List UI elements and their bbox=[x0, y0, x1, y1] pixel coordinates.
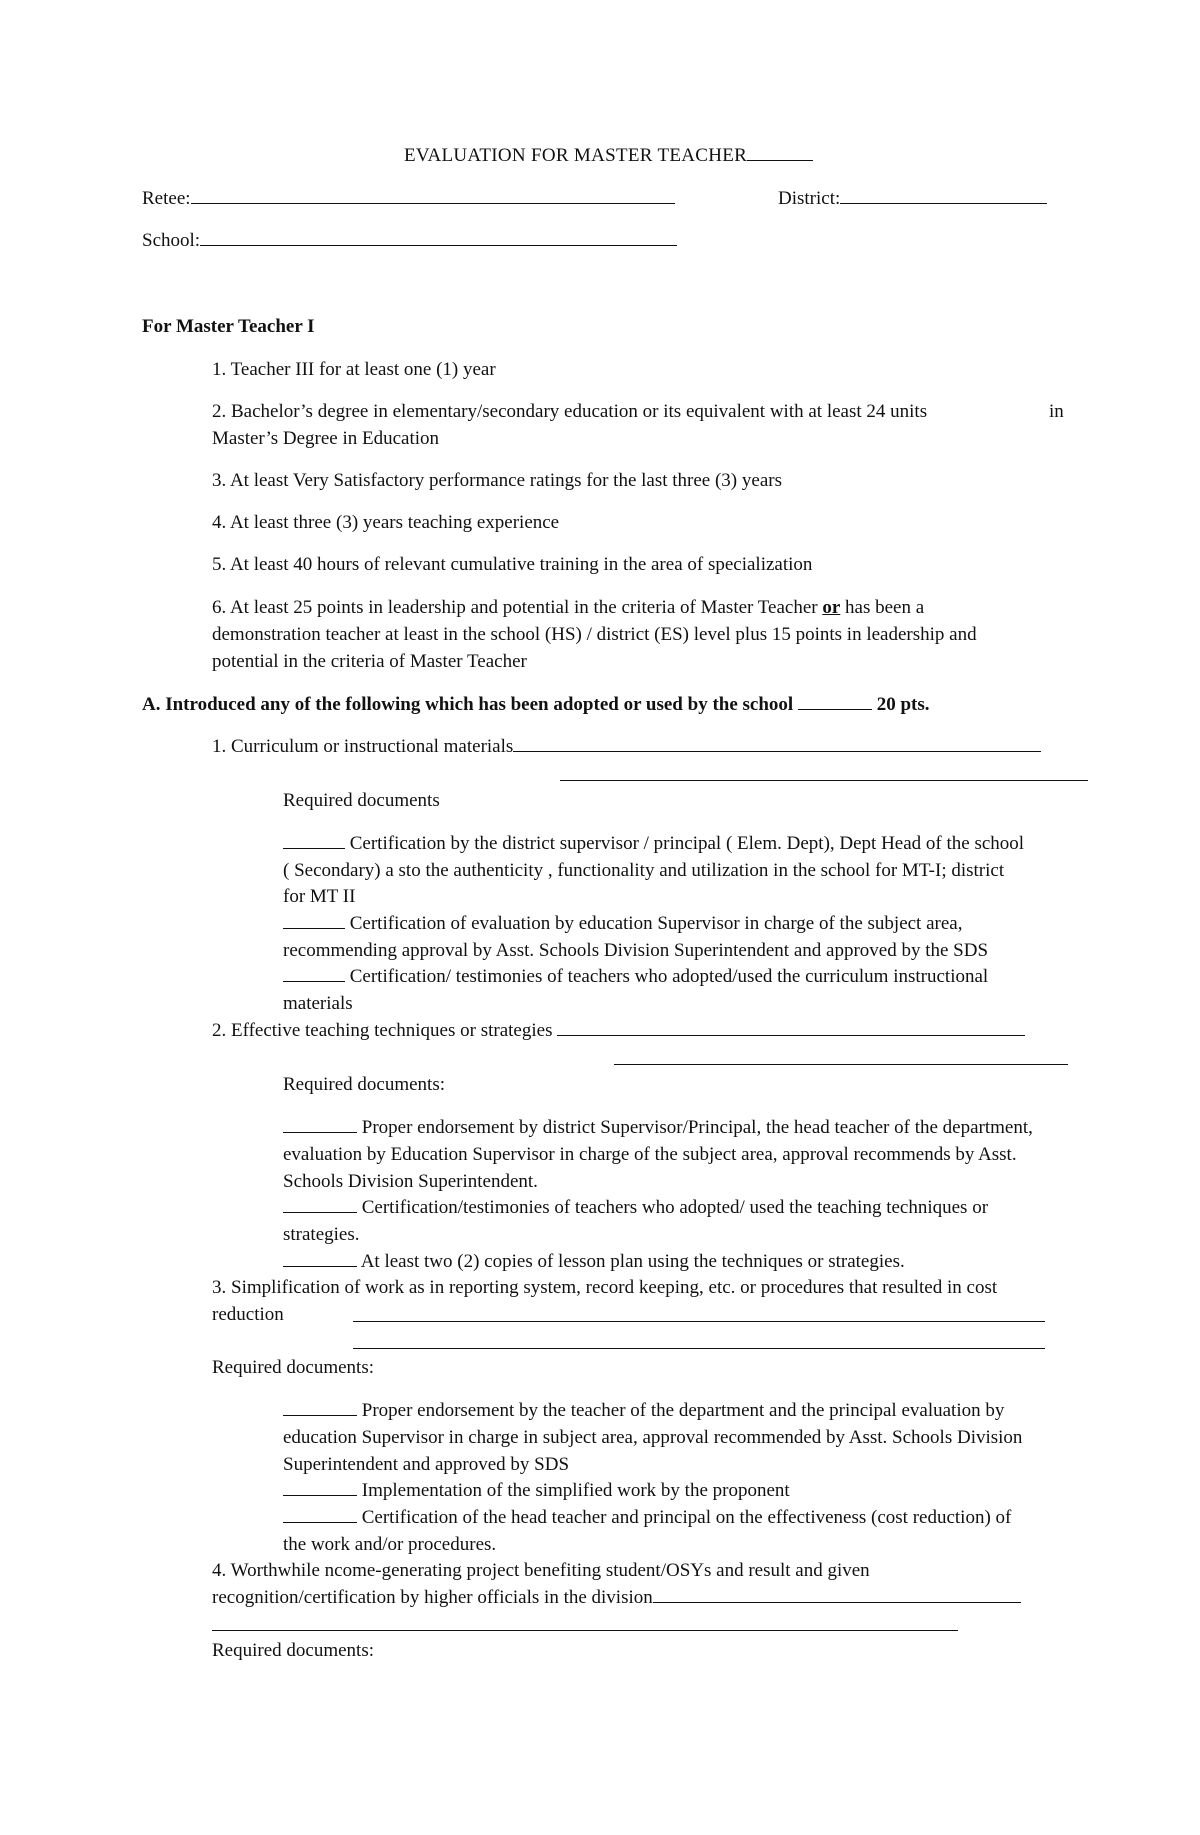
doc-check-blank[interactable] bbox=[283, 1494, 357, 1496]
document-text-line: education Supervisor in charge in subject area, approval recommended by Asst. Schools Division bbox=[283, 1427, 1023, 1448]
doc-check-blank[interactable] bbox=[283, 1131, 357, 1133]
document-text-line: Superintendent and approved by SDS bbox=[283, 1454, 570, 1475]
required-docs-label: Required documents: bbox=[283, 1074, 445, 1095]
document-text-line: Schools Division Superintendent. bbox=[283, 1171, 538, 1192]
document-text-line: ( Secondary) a sto the authenticity , functionality and utilization in the school for MT-I; district bbox=[283, 860, 1005, 881]
school-field bbox=[142, 231, 677, 250]
qualification-item-continued: in bbox=[1049, 401, 1064, 422]
school-blank[interactable] bbox=[200, 244, 677, 246]
qualification-item-6 bbox=[212, 598, 924, 617]
doc-check-blank[interactable] bbox=[283, 980, 345, 982]
title-blank[interactable] bbox=[747, 159, 813, 161]
retee-blank[interactable] bbox=[191, 202, 675, 204]
item6-or: or bbox=[822, 597, 841, 618]
qualification-item: 2. Bachelor’s degree in elementary/secondary education or its equivalent with at least 24 units bbox=[212, 401, 928, 422]
criteria-item-2 bbox=[212, 1021, 1025, 1040]
doc-check-blank[interactable] bbox=[283, 1211, 357, 1213]
doc-text: Certification of the head teacher and principal on the effectiveness (cost reduction) of bbox=[357, 1507, 1012, 1528]
criteria-item-3: 3. Simplification of work as in reporting system, record keeping, etc. or procedures that resulted in cost bbox=[212, 1277, 998, 1298]
item2-blank-2[interactable] bbox=[614, 1064, 1068, 1065]
doc-check-blank[interactable] bbox=[283, 927, 345, 929]
doc-text: At least two (2) copies of lesson plan using the techniques or strategies. bbox=[357, 1251, 905, 1272]
doc-text: Implementation of the simplified work by the proponent bbox=[357, 1480, 790, 1501]
doc-text: Proper endorsement by district Supervisor/Principal, the head teacher of the department, bbox=[357, 1117, 1033, 1138]
criteria-item-4: 4. Worthwhile ncome-generating project benefiting student/OSYs and result and given bbox=[212, 1560, 870, 1581]
doc-check-blank[interactable] bbox=[283, 847, 345, 849]
item4-blank-2[interactable] bbox=[212, 1630, 958, 1631]
criteria-item-4-line2 bbox=[212, 1588, 1021, 1607]
qualification-item-continued: Master’s Degree in Education bbox=[212, 428, 440, 449]
doc-text: Certification by the district supervisor / principal ( Elem. Dept), Dept Head of the school bbox=[345, 833, 1025, 854]
item2-blank[interactable] bbox=[557, 1034, 1025, 1036]
document-checkbox-line bbox=[283, 834, 1024, 853]
required-docs-label: Required documents: bbox=[212, 1640, 374, 1661]
section-a-text: A. Introduced any of the following which has been adopted or used by the school bbox=[142, 694, 798, 715]
qualification-item: 5. At least 40 hours of relevant cumulative training in the area of specialization bbox=[212, 554, 813, 575]
mt1-heading: For Master Teacher I bbox=[142, 316, 315, 337]
item4-text: recognition/certification by higher officials in the division bbox=[212, 1587, 653, 1608]
doc-check-blank[interactable] bbox=[283, 1521, 357, 1523]
document-checkbox-line bbox=[283, 1198, 988, 1217]
district-blank[interactable] bbox=[840, 202, 1047, 204]
doc-text: Proper endorsement by the teacher of the department and the principal evaluation by bbox=[357, 1400, 1005, 1421]
document-checkbox-line bbox=[283, 1252, 905, 1271]
item4-blank[interactable] bbox=[653, 1601, 1021, 1603]
item1-blank-2[interactable] bbox=[560, 780, 1088, 781]
section-a-heading bbox=[142, 695, 930, 714]
criteria-item-3-line2: reduction bbox=[212, 1304, 284, 1325]
doc-text: Certification/testimonies of teachers who adopted/ used the teaching techniques or bbox=[357, 1197, 989, 1218]
section-a-points-blank[interactable] bbox=[798, 708, 872, 710]
item1-label: 1. Curriculum or instructional materials bbox=[212, 736, 514, 757]
section-a-points: 20 pts. bbox=[871, 694, 930, 715]
doc-check-blank[interactable] bbox=[283, 1265, 357, 1267]
document-checkbox-line bbox=[283, 967, 988, 986]
doc-text: Certification of evaluation by education Supervisor in charge of the subject area, bbox=[345, 913, 963, 934]
document-text-line: evaluation by Education Supervisor in charge of the subject area, approval recommends by Asst. bbox=[283, 1144, 1017, 1165]
district-label: District: bbox=[778, 188, 841, 209]
title-text: EVALUATION FOR MASTER TEACHER bbox=[404, 145, 748, 166]
item1-blank[interactable] bbox=[513, 750, 1041, 752]
item6-text-b: has been a bbox=[840, 597, 925, 618]
required-docs-label: Required documents: bbox=[212, 1357, 374, 1378]
document-text-line: recommending approval by Asst. Schools Division Superintendent and approved by the SDS bbox=[283, 940, 989, 961]
qualification-item: 4. At least three (3) years teaching experience bbox=[212, 512, 560, 533]
qualification-item: 1. Teacher III for at least one (1) year bbox=[212, 359, 496, 380]
qualification-item-6-line: demonstration teacher at least in the school (HS) / district (ES) level plus 15 points in leadership and bbox=[212, 624, 977, 645]
qualification-item: 3. At least Very Satisfactory performance ratings for the last three (3) years bbox=[212, 470, 782, 491]
district-field bbox=[778, 189, 1047, 208]
criteria-item-1 bbox=[212, 737, 1041, 756]
document-checkbox-line bbox=[283, 914, 962, 933]
document-checkbox-line bbox=[283, 1508, 1011, 1527]
document-text-line: the work and/or procedures. bbox=[283, 1534, 497, 1555]
document-checkbox-line bbox=[283, 1118, 1033, 1137]
doc-text: Certification/ testimonies of teachers who adopted/used the curriculum instructional bbox=[345, 966, 989, 987]
retee-label: Retee: bbox=[142, 188, 191, 209]
document-checkbox-line bbox=[283, 1481, 790, 1500]
document-title bbox=[404, 146, 813, 165]
document-text-line: for MT II bbox=[283, 886, 356, 907]
item3-blank[interactable] bbox=[353, 1321, 1045, 1322]
item6-text-a: 6. At least 25 points in leadership and potential in the criteria of Master Teacher bbox=[212, 597, 823, 618]
document-text-line: materials bbox=[283, 993, 353, 1014]
required-docs-label: Required documents bbox=[283, 790, 440, 811]
school-label: School: bbox=[142, 230, 201, 251]
item3-blank-2[interactable] bbox=[353, 1348, 1045, 1349]
retee-field bbox=[142, 189, 675, 208]
doc-check-blank[interactable] bbox=[283, 1414, 357, 1416]
item2-label: 2. Effective teaching techniques or strategies bbox=[212, 1020, 558, 1041]
document-text-line: strategies. bbox=[283, 1224, 360, 1245]
document-checkbox-line bbox=[283, 1401, 1004, 1420]
qualification-item-6-line: potential in the criteria of Master Teacher bbox=[212, 651, 527, 672]
